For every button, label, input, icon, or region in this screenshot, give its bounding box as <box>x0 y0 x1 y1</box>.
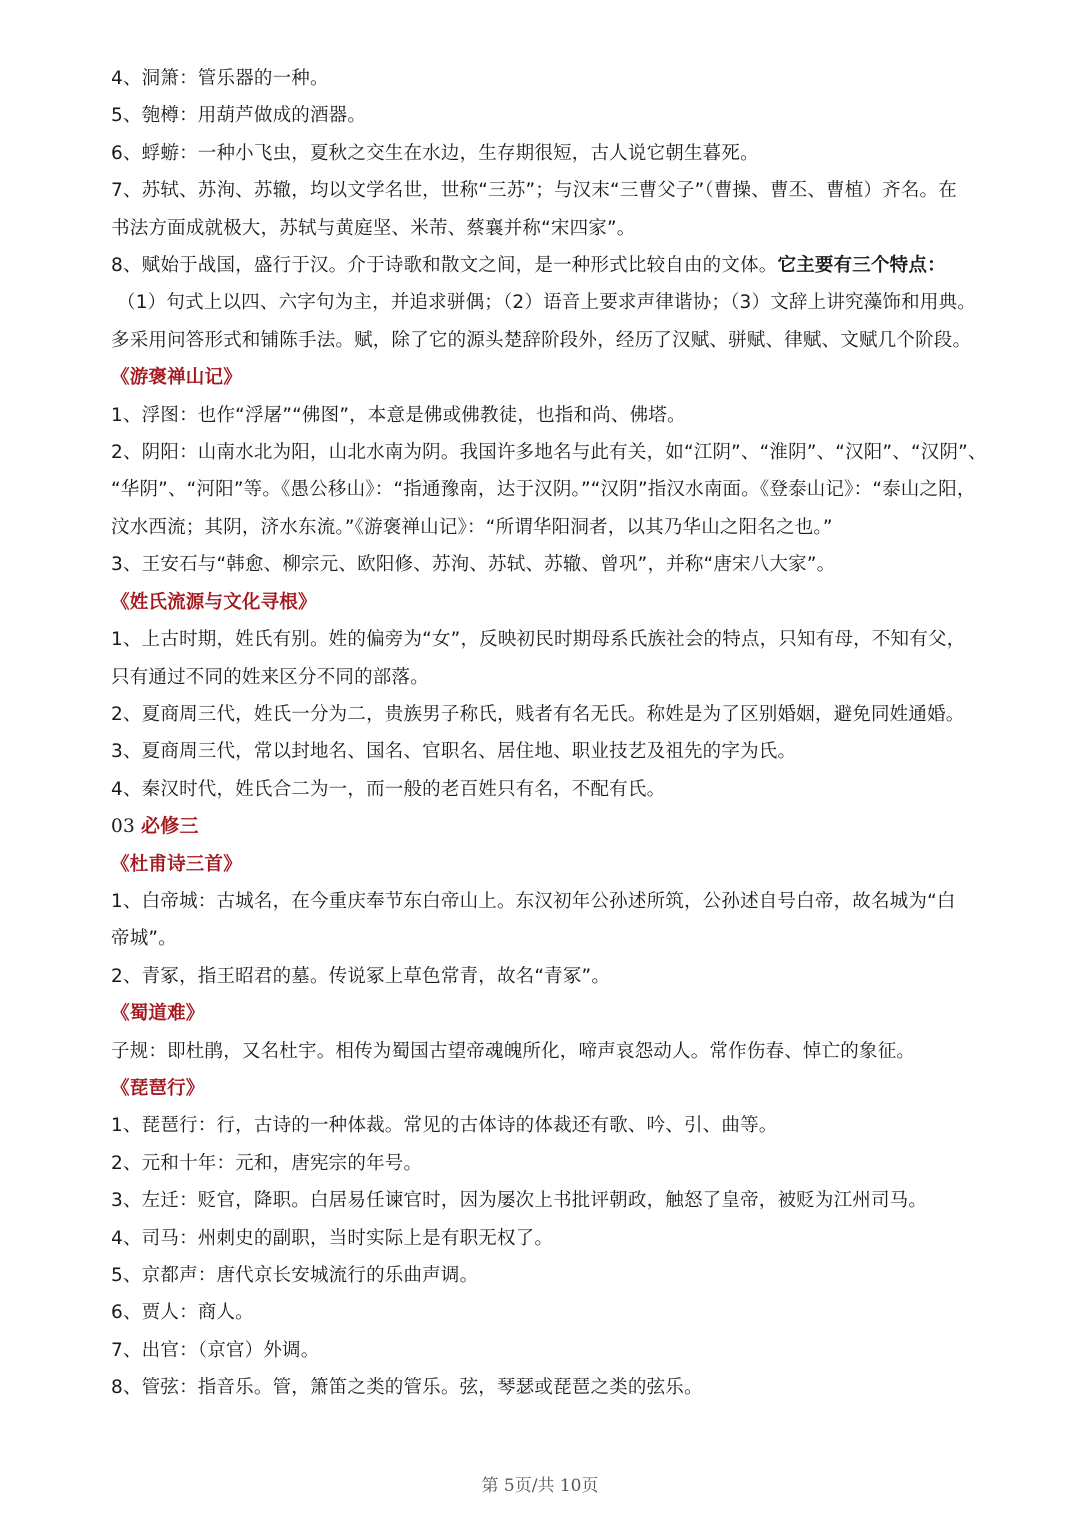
text-line: （1）句式上以四、六字句为主，并追求骈偶；（2）语音上要求声律谐协；（3）文辞上讲究藻饰和用典。 <box>117 292 976 314</box>
text-line: 子规：即杜鹃，又名杜宇。相传为蜀国古望帝魂魄所化，啼声哀怨动人。常作伤春、悼亡的象征。 <box>111 1040 916 1062</box>
text-line: 1、浮图：也作“浮屠”“佛图”，本意是佛或佛教徒，也指和尚、佛塔。 <box>111 404 686 426</box>
section-heading <box>111 808 981 845</box>
text-line: 2、元和十年：元和，唐宪宗的年号。 <box>111 1152 423 1174</box>
text-line: 2、阴阳：山南水北为阳，山北水南为阴。我国许多地名与此有关，如“江阴”、“淮阴”、“汉阳”、“汉阴”、 <box>111 442 987 464</box>
text-line: 汶水西流；其阴，济水东流。”《游褒禅山记》：“所谓华阳洞者，以其乃华山之阳名之也。” <box>111 516 833 538</box>
text-line: 4、秦汉时代，姓氏合二为一，而一般的老百姓只有名，不配有氏。 <box>111 778 666 800</box>
text-line: 4、司马：州刺史的副职，当时实际上是有职无权了。 <box>111 1227 554 1249</box>
section-number: 03 <box>111 816 135 838</box>
text-line: 7、出官：（京官）外调。 <box>111 1339 320 1361</box>
heading-youbaochanshanji: 《游褒禅山记》 <box>111 367 242 389</box>
text-line: 帝城”。 <box>111 928 177 950</box>
text-line: 1、琵琶行：行，古诗的一种体裁。常见的古体诗的体裁还有歌、吟、引、曲等。 <box>111 1115 778 1137</box>
text-line: 3、夏商周三代，常以封地名、国名、官职名、居住地、职业技艺及祖先的字为氏。 <box>111 741 797 763</box>
section-title: 必修三 <box>141 815 199 838</box>
text-line: 7、苏轼、苏洵、苏辙，均以文学名世，世称“三苏”；与汉末“三曹父子”（曹操、曹丕、曹植）齐名。在 <box>111 180 957 202</box>
text-line: 1、上古时期，姓氏有别。姓的偏旁为“女”，反映初民时期母系氏族社会的特点，只知有母，不知有父， <box>111 629 966 651</box>
text-line: 书法方面成就极大，苏轼与黄庭坚、米芾、蔡襄并称“宋四家”。 <box>111 217 636 239</box>
text-line: 5、京都声：唐代京长安城流行的乐曲声调。 <box>111 1265 479 1286</box>
heading-xingshi: 《姓氏流源与文化寻根》 <box>111 591 317 613</box>
text-line: 3、左迁：贬官，降职。白居易任谏官时，因为屡次上书批评朝政，触怒了皇帝，被贬为江州司马。 <box>111 1190 928 1212</box>
text-line: 5、匏樽：用葫芦做成的酒器。 <box>111 105 367 127</box>
text-line: 6、蜉蝣：一种小飞虫，夏秋之交生在水边，生存期很短，古人说它朝生暮死。 <box>111 142 759 164</box>
text-line: 6、贾人：商人。 <box>111 1302 254 1324</box>
heading-dufu: 《杜甫诗三首》 <box>111 853 242 875</box>
text-line: 多采用问答形式和铺陈手法。赋，除了它的源头楚辞阶段外，经历了汉赋、骈赋、律赋、文赋几个阶段。 <box>111 329 972 351</box>
text-line <box>111 247 981 284</box>
text-line: 4、洞箫：管乐器的一种。 <box>111 68 329 89</box>
page-content <box>111 60 987 1407</box>
text-line: 1、白帝城：古城名，在今重庆奉节东白帝山上。东汉初年公孙述所筑，公孙述自号白帝，故名城为“白 <box>111 890 956 912</box>
text-line: 2、夏商周三代，姓氏一分为二，贵族男子称氏，贱者有名无氏。称姓是为了区别婚姻，避免同姓通婚。 <box>111 703 965 725</box>
fu-features-heading: 它主要有三个特点： <box>777 255 946 277</box>
heading-shudaonan: 《蜀道难》 <box>111 1003 205 1025</box>
text-line: 8、管弦：指音乐。管，箫笛之类的管乐。弦，琴瑟或琵琶之类的弦乐。 <box>111 1377 703 1399</box>
fu-intro: 8、赋始于战国，盛行于汉。介于诗歌和散文之间，是一种形式比较自由的文体。 <box>111 255 778 277</box>
page-number: 第 5页/共 10页 <box>481 1476 599 1496</box>
text-line: 只有通过不同的姓来区分不同的部落。 <box>111 666 429 688</box>
text-line: 2、青冢，指王昭君的墓。传说冢上草色常青，故名“青冢”。 <box>111 965 611 987</box>
text-line: “华阴”、“河阳”等。《愚公移山》：“指通豫南，达于汉阴。”“汉阴”指汉水南面。《登泰山记》：“泰山之阳， <box>111 479 976 501</box>
text-line: 3、王安石与“韩愈、柳宗元、欧阳修、苏洵、苏轼、苏辙、曾巩”，并称“唐宋八大家”。 <box>111 554 836 576</box>
heading-pipaxing: 《琵琶行》 <box>111 1077 205 1099</box>
